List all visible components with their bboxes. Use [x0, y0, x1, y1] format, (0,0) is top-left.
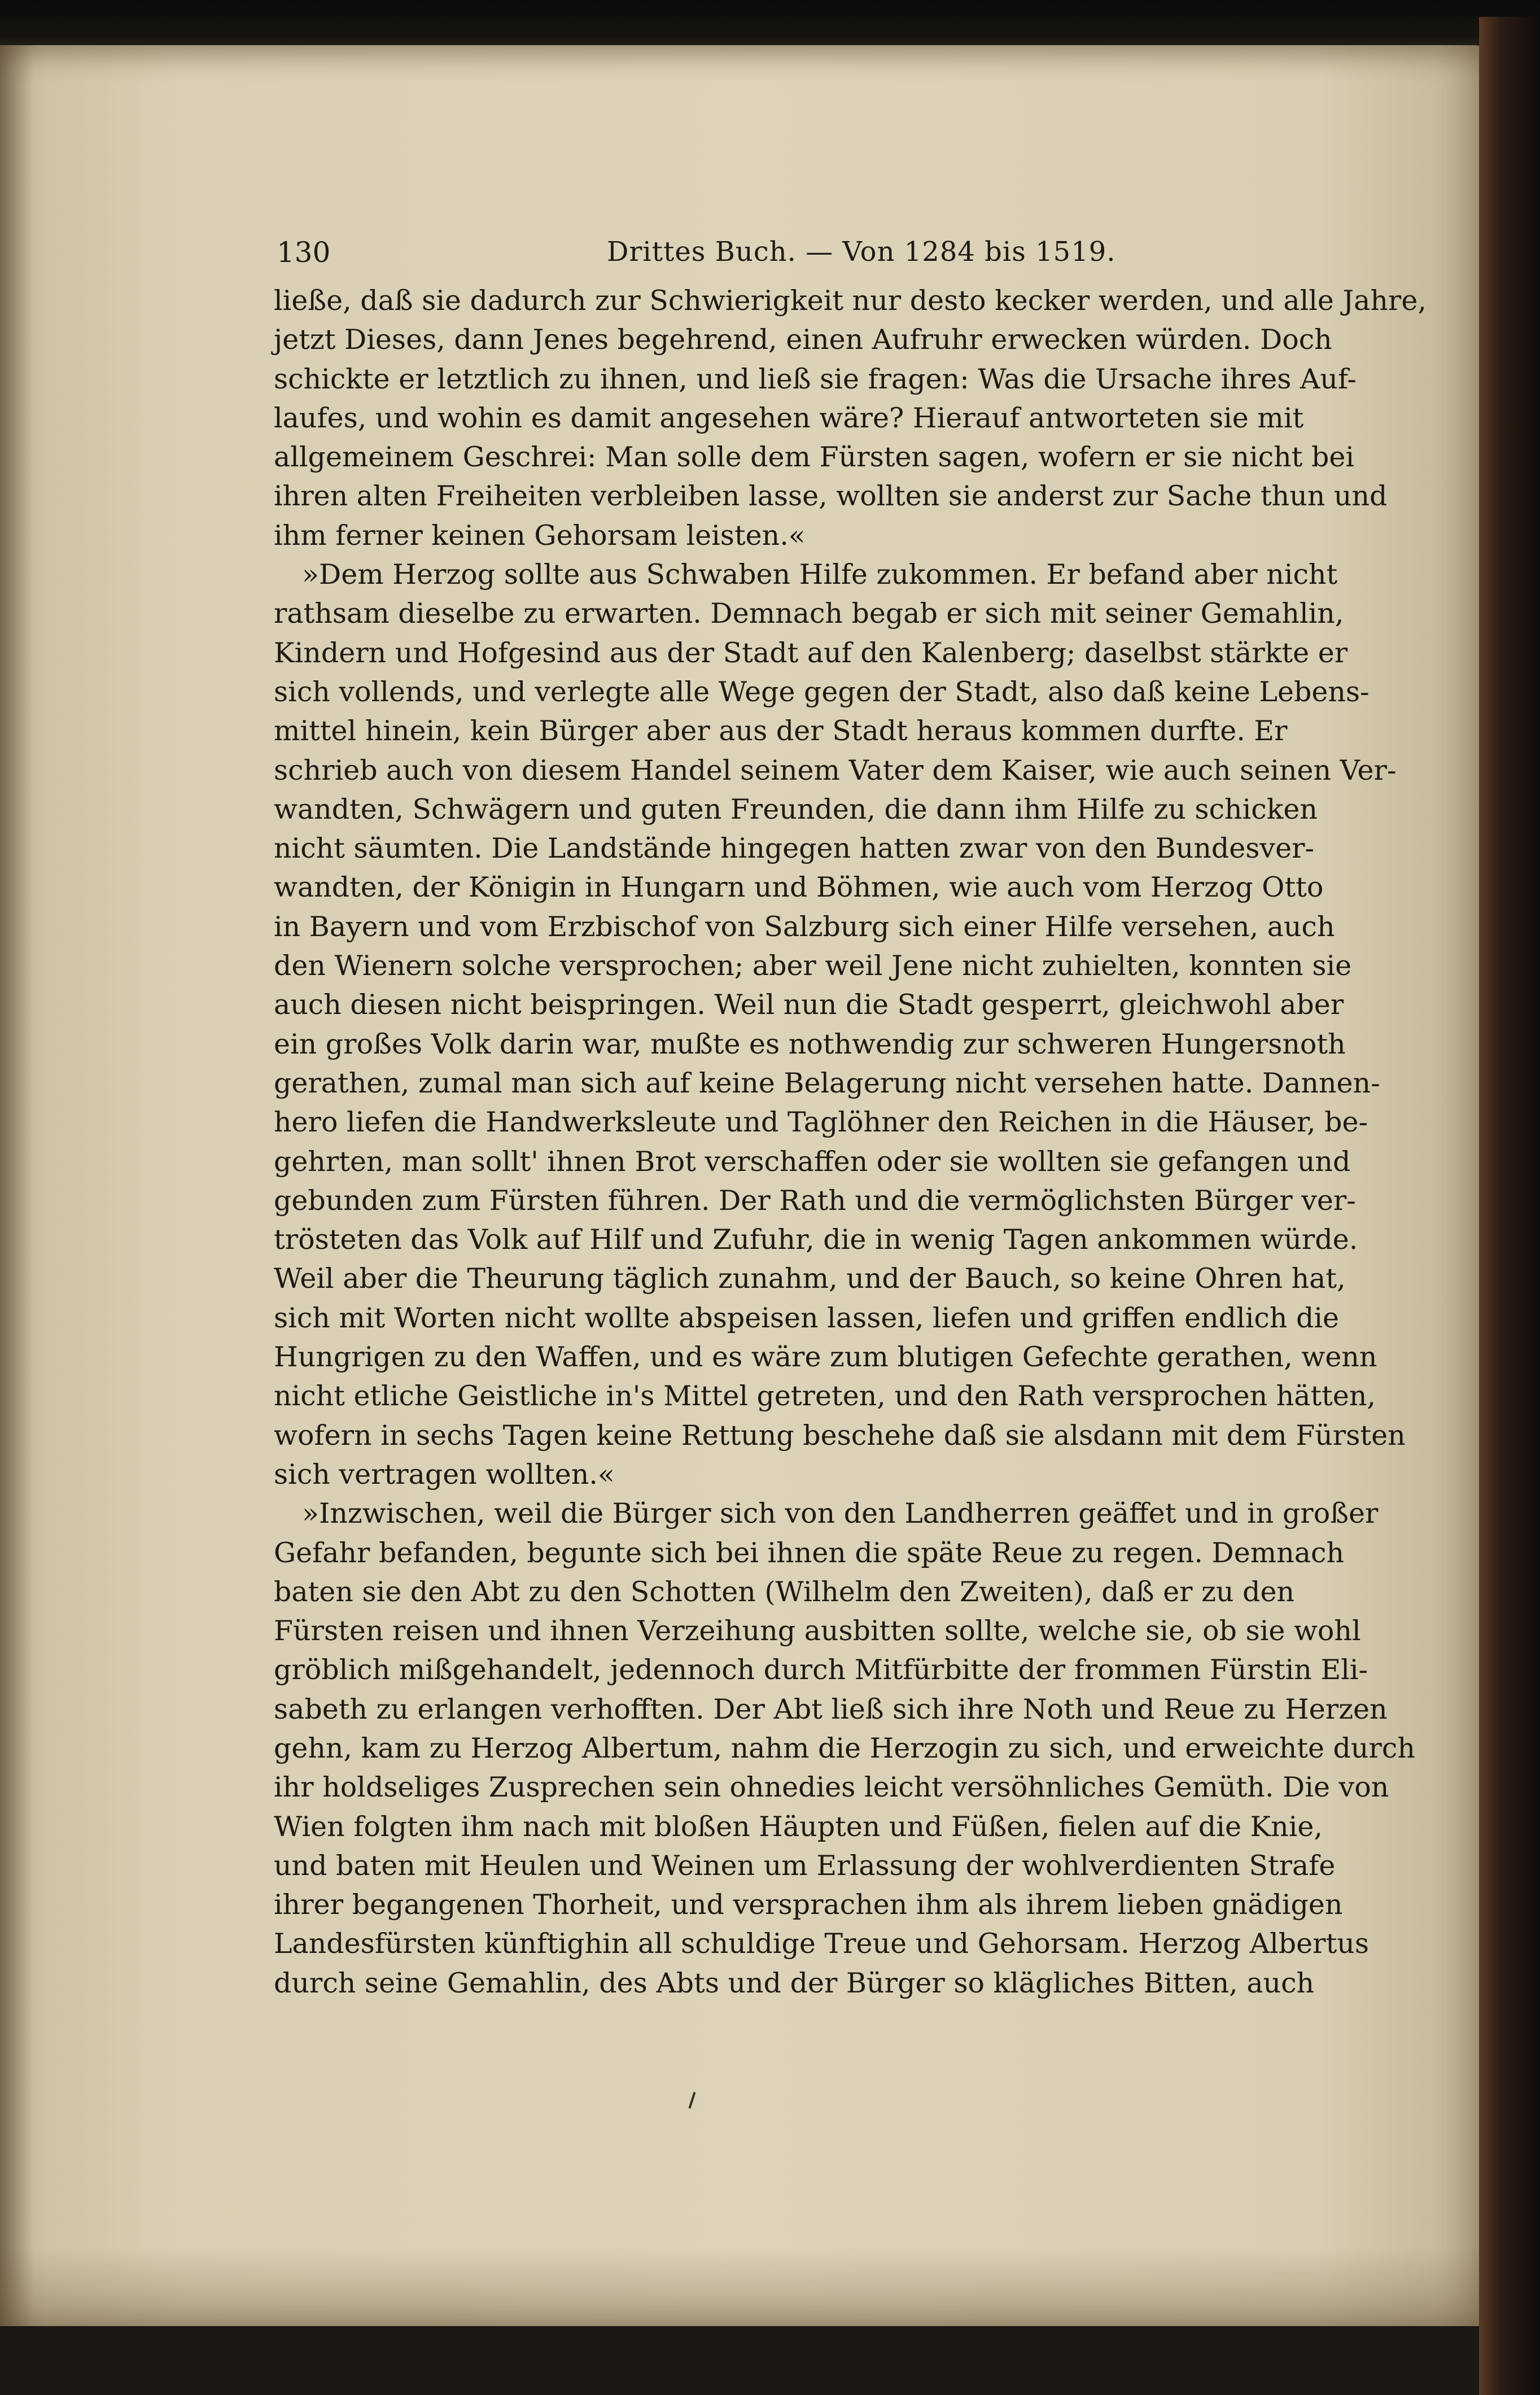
text-line: auch diesen nicht beispringen. Weil nun die Stadt gesperrt, gleichwohl aber: [274, 989, 1344, 1021]
text-line: ein großes Volk darin war, mußte es nothwendig zur schweren Hungersnoth: [274, 1028, 1346, 1060]
text-line: sabeth zu erlangen verhofften. Der Abt ließ sich ihre Noth und Reue zu Herzen: [274, 1693, 1388, 1725]
text-line: Hungrigen zu den Waffen, und es wäre zum blutigen Gefechte gerathen, wenn: [274, 1341, 1377, 1374]
text-line: gehn, kam zu Herzog Albertum, nahm die Herzogin zu sich, und erweichte durch: [274, 1732, 1415, 1764]
text-line: rathsam dieselbe zu erwarten. Demnach begab er sich mit seiner Gemahlin,: [274, 597, 1344, 630]
text-line: jetzt Dieses, dann Jenes begehrend, einen Aufruhr erwecken würden. Doch: [274, 324, 1332, 356]
text-line: sich mit Worten nicht wollte abspeisen lassen, liefen und griffen endlich die: [274, 1301, 1340, 1334]
text-line: Weil aber die Theurung täglich zunahm, und der Bauch, so keine Ohren hat,: [274, 1262, 1346, 1295]
book-edge: [1479, 17, 1540, 2395]
text-line: sich vertragen wollten.«: [274, 1458, 615, 1491]
paragraph: [274, 281, 1427, 555]
text-line: ihren alten Freiheiten verbleiben lasse, wollten sie anderst zur Sache thun und: [274, 480, 1388, 513]
body-text: [274, 281, 1427, 2003]
text-line: gerathen, zumal man sich auf keine Belagerung nicht versehen hatte. Dannen-: [274, 1067, 1380, 1099]
text-line: ließe, daß sie dadurch zur Schwierigkeit nur desto kecker werden, und alle Jahre,: [274, 285, 1427, 317]
page-bottom-shadow: [0, 2247, 1496, 2326]
scanner-top-margin: [0, 0, 1540, 52]
text-line: ihr holdseliges Zusprechen sein ohnedies leicht versöhnliches Gemüth. Die von: [274, 1771, 1389, 1804]
text-line: Kindern und Hofgesind aus der Stadt auf den Kalenberg; daselbst stärkte er: [274, 636, 1348, 669]
text-line: ihm ferner keinen Gehorsam leisten.«: [274, 519, 806, 552]
text-line: schrieb auch von diesem Handel seinem Vater dem Kaiser, wie auch seinen Ver-: [274, 754, 1397, 786]
text-line: baten sie den Abt zu den Schotten (Wilhelm den Zweiten), daß er zu den: [274, 1575, 1294, 1608]
text-line: »Inzwischen, weil die Bürger sich von den Landherren geäffet und in großer: [302, 1497, 1379, 1530]
text-line: gröblich mißgehandelt, jedennoch durch Mitfürbitte der frommen Fürstin Eli-: [274, 1654, 1368, 1686]
text-line: nicht etliche Geistliche in's Mittel getreten, und den Rath versprochen hätten,: [274, 1380, 1376, 1413]
text-line: schickte er letztlich zu ihnen, und ließ sie fragen: Was die Ursache ihres Auf-: [274, 362, 1357, 395]
text-line: Gefahr befanden, begunte sich bei ihnen die späte Reue zu regen. Demnach: [274, 1536, 1345, 1569]
text-line: und baten mit Heulen und Weinen um Erlassung der wohlverdienten Strafe: [274, 1849, 1336, 1882]
text-line: nicht säumten. Die Landstände hingegen hatten zwar von den Bundesver-: [274, 832, 1315, 865]
text-line: gebunden zum Fürsten führen. Der Rath und die vermöglichsten Bürger ver-: [274, 1184, 1356, 1217]
text-line: wofern in sechs Tagen keine Rettung beschehe daß sie alsdann mit dem Fürsten: [274, 1419, 1406, 1452]
page-header: [277, 236, 1281, 281]
text-line: wandten, Schwägern und guten Freunden, die dann ihm Hilfe zu schicken: [274, 793, 1318, 825]
text-line: ihrer begangenen Thorheit, und versprachen ihm als ihrem lieben gnädigen: [274, 1889, 1343, 1921]
text-line: allgemeinem Geschrei: Man solle dem Fürsten sagen, wofern er sie nicht bei: [274, 441, 1355, 474]
paragraph: [274, 555, 1406, 1494]
text-line: den Wienern solche versprochen; aber weil Jene nicht zuhielten, konnten sie: [274, 950, 1352, 982]
text-line: gehrten, man sollt' ihnen Brot verschaffen oder sie wollten sie gefangen und: [274, 1145, 1351, 1178]
text-line: sich vollends, und verlegte alle Wege gegen der Stadt, also daß keine Lebens-: [274, 675, 1370, 708]
text-line: laufes, und wohin es damit angesehen wäre? Hierauf antworteten sie mit: [274, 401, 1304, 434]
text-line: wandten, der Königin in Hungarn und Böhmen, wie auch vom Herzog Otto: [274, 871, 1324, 904]
text-line: Wien folgten ihm nach mit bloßen Häupten und Füßen, fielen auf die Knie,: [274, 1810, 1323, 1843]
gutter-shadow: [0, 45, 34, 2326]
text-line: hero liefen die Handwerksleute und Taglöhner den Reichen in die Häuser, be-: [274, 1106, 1368, 1139]
text-line: trösteten das Volk auf Hilf und Zufuhr, die in wenig Tagen ankommen würde.: [274, 1223, 1358, 1256]
text-line: durch seine Gemahlin, des Abts und der Bürger so klägliches Bitten, auch: [274, 1966, 1315, 1999]
text-line: Landesfürsten künftighin all schuldige Treue und Gehorsam. Herzog Albertus: [274, 1928, 1369, 1960]
paragraph: [274, 1494, 1415, 2003]
page-number: 130: [277, 236, 331, 269]
text-line: »Dem Herzog sollte aus Schwaben Hilfe zukommen. Er befand aber nicht: [302, 558, 1338, 591]
text-line: in Bayern und vom Erzbischof von Salzburg sich einer Hilfe versehen, auch: [274, 910, 1335, 943]
running-head: Drittes Buch. — Von 1284 bis 1519.: [607, 236, 1116, 268]
text-line: mittel hinein, kein Bürger aber aus der Stadt heraus kommen durfte. Er: [274, 715, 1288, 748]
text-line: Fürsten reisen und ihnen Verzeihung ausbitten sollte, welche sie, ob sie wohl: [274, 1615, 1361, 1647]
